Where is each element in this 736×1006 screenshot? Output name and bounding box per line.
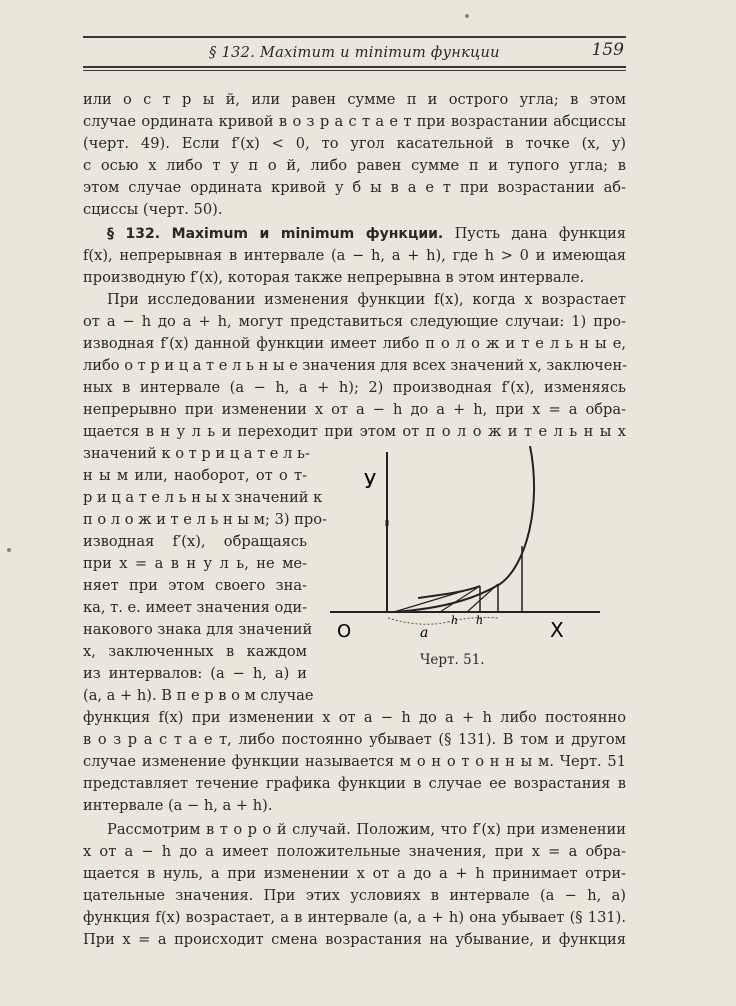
page-number: 159 <box>591 40 624 60</box>
point-a-label: a <box>420 625 429 641</box>
text-line: н ы м или, наоборот, от о т- <box>83 467 307 484</box>
running-head: § 132. Maximum и minimum функции <box>209 45 500 61</box>
text-line: x, заключенных в каждом <box>83 643 307 660</box>
text-line: При исследовании изменения функции f(x), когда x возрастает <box>107 291 626 308</box>
h-label: h <box>451 614 459 627</box>
text-line: случае изменение функции называется м о н о т о н н ы м. Черт. 51 <box>83 753 626 770</box>
print-speck <box>7 548 11 552</box>
text-line: щается в нуль, а при изменении x от a до a + h принимает отри- <box>83 865 626 882</box>
text-line: сциссы (черт. 50). <box>83 201 223 218</box>
text-line: этом случае ордината кривой у б ы в а е т при возрастании аб- <box>83 179 626 196</box>
text-line: функция f(x) возрастает, а в интервале (a, a + h) она убывает (§ 131). <box>83 909 626 926</box>
header-rule <box>83 66 626 68</box>
text-line: функция f(x) при изменении x от a − h до a + h либо постоянно <box>83 709 626 726</box>
h-label: h <box>476 614 484 627</box>
header-top-rule <box>83 36 626 38</box>
text-line: при x = a в н у л ь, не ме- <box>83 555 307 572</box>
text-line: f(x), непрерывная в интервале (a − h, a + h), где h > 0 и имеющая <box>83 247 626 264</box>
text-line: р и ц а т е л ь н ы х значений к <box>83 489 323 506</box>
tangent-line <box>440 586 480 612</box>
text-line: из интервалов: (a − h, a) и <box>83 665 307 682</box>
text-line: § 132. Maximum и minimum функции. Пусть дана функция <box>107 225 627 242</box>
text-line: изводная f′(x) данной функции имеет либо п о л о ж и т е л ь н ы е, <box>83 335 626 352</box>
text-line: (a, a + h). В п е р в о м случае <box>83 687 314 704</box>
text-line: ка, т. е. имеет значения оди- <box>83 599 307 616</box>
text-line: ных в интервале (a − h, a + h); 2) производная f′(x), изменяясь <box>83 379 626 396</box>
dotted-arc <box>388 618 448 624</box>
text-line: непрерывно при изменении x от a − h до a + h, при x = a обра- <box>83 401 626 418</box>
text-line: (черт. 49). Если f′(x) < 0, то угол касательной в точке (x, y) <box>83 135 626 152</box>
origin-label: O <box>337 621 352 642</box>
text-line: случае ордината кривой в о з р а с т а е т при возрастании абсциссы <box>83 113 626 130</box>
text-line: При x = a происходит смена возрастания на убывание, и функция <box>83 931 626 948</box>
text-line: либо о т р и ц а т е л ь н ы е значения для всех значений x, заключен- <box>83 357 628 374</box>
text-line: значений к о т р и ц а т е л ь- <box>83 445 310 462</box>
text-line: изводная f′(x), обращаясь <box>83 533 307 550</box>
x-axis-label: X <box>550 618 564 642</box>
text-line: цательные значения. При этих условиях в интервале (a − h, a) <box>83 887 626 904</box>
print-speck <box>465 14 469 18</box>
text-line: или о с т р ы й, или равен сумме π и острого угла; в этом <box>83 91 626 108</box>
text-line: интервале (a − h, a + h). <box>83 797 273 814</box>
text-line: с осью x либо т у п о й, либо равен сумме π и тупого угла; в <box>83 157 626 174</box>
figure-caption: Черт. 51. <box>420 652 485 668</box>
header-rule <box>83 70 626 71</box>
text-line: x от a − h до a имеет положительные значения, при x = a обра- <box>83 843 626 860</box>
text-line: щается в н у л ь и переходит при этом от п о л о ж и т е л ь н ы х <box>83 423 626 440</box>
text-line: производную f′(x), которая также непрерывна в этом интервале. <box>83 269 585 286</box>
section-heading: § 132. Maximum и minimum функции. <box>107 226 444 242</box>
text-line: п о л о ж и т е л ь н ы м; 3) про- <box>83 511 327 528</box>
figure-51-graph <box>330 446 630 676</box>
text-line: от a − h до a + h, могут представиться следующие случаи: 1) про- <box>83 313 626 330</box>
text-line: няет при этом своего зна- <box>83 577 307 594</box>
text-line: представляет течение графика функции в случае ее возрастания в <box>83 775 626 792</box>
text-line: в о з р а с т а е т, либо постоянно убывает (§ 131). В том и другом <box>83 731 626 748</box>
y-axis-label: У <box>364 469 377 493</box>
text-line: накового знака для значений <box>83 621 313 638</box>
text-line: Рассмотрим в т о р о й случай. Положим, что f′(x) при изменении <box>107 821 626 838</box>
function-curve <box>394 446 534 612</box>
